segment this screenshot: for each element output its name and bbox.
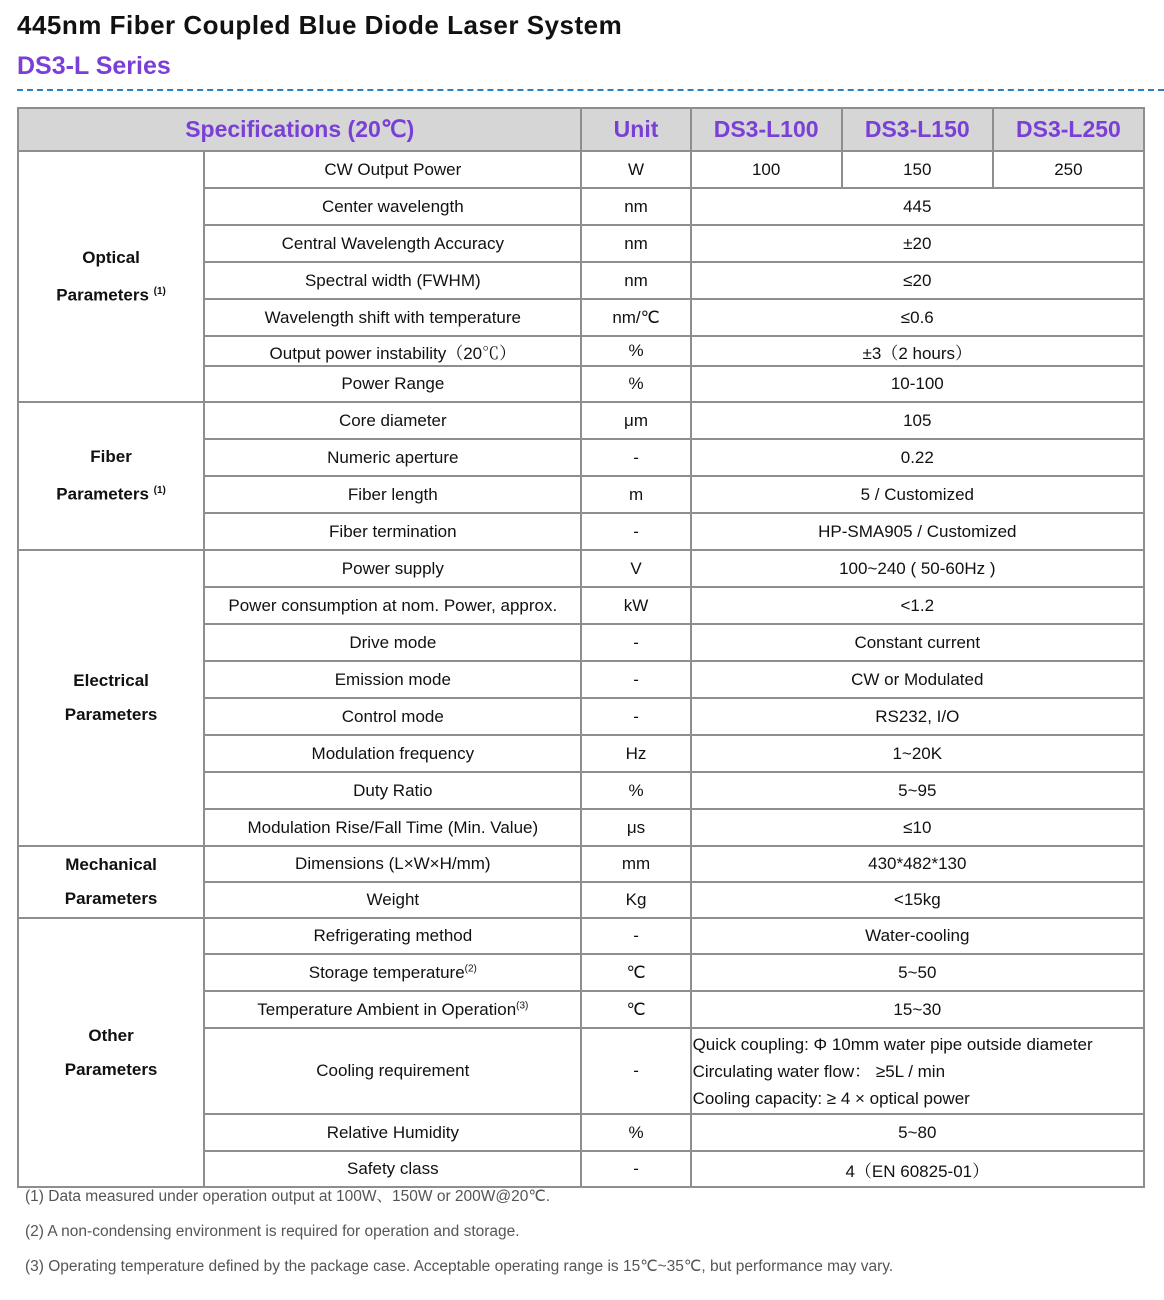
unit-cell: kW (581, 587, 690, 624)
table-row (18, 402, 1144, 439)
table-row (18, 151, 1144, 188)
value-cell: 5~50 (691, 954, 1144, 991)
unit-cell: nm (581, 262, 690, 299)
unit-cell: nm/℃ (581, 299, 690, 336)
value-cell: 100 (691, 151, 842, 188)
value-cell: CW or Modulated (691, 661, 1144, 698)
value-cell: ≤0.6 (691, 299, 1144, 336)
param-cell: Power supply (204, 550, 581, 587)
value-cell: 5 / Customized (691, 476, 1144, 513)
cooling-line: Cooling capacity: ≥ 4 × optical power (692, 1088, 970, 1108)
group-mechanical (18, 846, 204, 918)
value-cell: ≤20 (691, 262, 1144, 299)
unit-cell: % (581, 366, 690, 402)
param-cell: Duty Ratio (204, 772, 581, 809)
param-cell: Modulation frequency (204, 735, 581, 772)
group-label: Other (88, 1025, 134, 1045)
unit-cell: Kg (581, 882, 690, 918)
header-unit: Unit (581, 108, 690, 151)
table-row (18, 550, 1144, 587)
value-cell: 105 (691, 402, 1144, 439)
footnote-marker: (2) (464, 962, 477, 974)
header-model-1: DS3-L100 (691, 108, 842, 151)
table-row (18, 846, 1144, 882)
unit-cell: ℃ (581, 991, 690, 1028)
group-label: Parameters (56, 484, 149, 504)
footnote: (1) Data measured under operation output at 100W、150W or 200W@20℃. (25, 1188, 551, 1205)
param-cell: Emission mode (204, 661, 581, 698)
dashed-divider (17, 89, 1164, 91)
param-cell: Spectral width (FWHM) (204, 262, 581, 299)
group-label: Mechanical (65, 855, 157, 874)
footnote: (3) Operating temperature defined by the package case. Acceptable operating range is 15℃~35℃, but performance may vary. (25, 1258, 894, 1275)
unit-cell: mm (581, 846, 690, 882)
group-label: Parameters (56, 285, 149, 305)
param-cell: Center wavelength (204, 188, 581, 225)
unit-cell: ℃ (581, 954, 690, 991)
param-cell: Weight (204, 882, 581, 918)
footnote: (2) A non-condensing environment is required for operation and storage. (25, 1223, 520, 1240)
param-cell: Control mode (204, 698, 581, 735)
page-title: 445nm Fiber Coupled Blue Diode Laser System (17, 10, 623, 40)
group-label: Parameters (64, 889, 158, 908)
value-cell: <1.2 (691, 587, 1144, 624)
value-cell: 250 (993, 151, 1144, 188)
unit-cell: μm (581, 402, 690, 439)
footnote-marker: (1) (153, 285, 166, 297)
param-cell: Output power instability（20℃） (204, 336, 581, 366)
param-cell: Refrigerating method (204, 918, 581, 954)
param-cell: Safety class (204, 1151, 581, 1187)
value-cell: 15~30 (691, 991, 1144, 1028)
group-label: Optical (82, 247, 140, 267)
unit-cell: - (581, 661, 690, 698)
spec-table (17, 107, 1145, 1188)
value-cell: 5~80 (691, 1114, 1144, 1151)
unit-cell: - (581, 624, 690, 661)
param-cell: Numeric aperture (204, 439, 581, 476)
value-cell: 0.22 (691, 439, 1144, 476)
unit-cell: - (581, 698, 690, 735)
param-cell: Core diameter (204, 402, 581, 439)
header-model-3: DS3-L250 (993, 108, 1144, 151)
param-cell: Modulation Rise/Fall Time (Min. Value) (204, 809, 581, 846)
cooling-line: Quick coupling: Φ 10mm water pipe outside diameter (692, 1034, 1093, 1054)
group-label: Parameters (64, 705, 158, 724)
param-cell: Dimensions (L×W×H/mm) (204, 846, 581, 882)
unit-cell: V (581, 550, 690, 587)
unit-cell: % (581, 772, 690, 809)
series-title: DS3-L Series (17, 52, 171, 80)
param-cell: Storage temperature$^{(2)}$ (204, 954, 581, 991)
value-cell: 5~95 (691, 772, 1144, 809)
value-cell: 4（EN 60825-01） (691, 1151, 1144, 1187)
group-label: Parameters (64, 1059, 158, 1079)
footnotes (25, 1186, 893, 1291)
value-cell: RS232, I/O (691, 698, 1144, 735)
group-optical (18, 151, 204, 402)
unit-cell: nm (581, 188, 690, 225)
unit-cell: W (581, 151, 690, 188)
unit-cell: Hz (581, 735, 690, 772)
param-cell: Temperature Ambient in Operation$^{(3)}$ (204, 991, 581, 1028)
value-cell: 150 (842, 151, 993, 188)
param-cell: CW Output Power (204, 151, 581, 188)
value-cell: ±20 (691, 225, 1144, 262)
cooling-line: Circulating water flow： ≥5L / min (692, 1061, 946, 1081)
param-cell: Drive mode (204, 624, 581, 661)
group-electrical (18, 550, 204, 846)
header-spec: Specifications (20℃) (18, 108, 581, 151)
unit-cell: m (581, 476, 690, 513)
param-cell: Fiber length (204, 476, 581, 513)
group-other (18, 918, 204, 1187)
param-cell: Wavelength shift with temperature (204, 299, 581, 336)
param-cell: Central Wavelength Accuracy (204, 225, 581, 262)
group-fiber (18, 402, 204, 550)
group-label: Electrical (73, 671, 149, 690)
header-model-2: DS3-L150 (842, 108, 993, 151)
unit-cell: - (581, 1151, 690, 1187)
value-cell: ±3（2 hours） (691, 336, 1144, 366)
value-cell: 445 (691, 188, 1144, 225)
value-cell: <15kg (691, 882, 1144, 918)
value-cell: Water-cooling (691, 918, 1144, 954)
group-label: Fiber (90, 447, 132, 467)
unit-cell: - (581, 439, 690, 476)
value-cell: ≤10 (691, 809, 1144, 846)
table-row (18, 918, 1144, 954)
unit-cell: - (581, 513, 690, 550)
value-cell: Constant current (691, 624, 1144, 661)
param-cell: Fiber termination (204, 513, 581, 550)
value-cell (691, 1028, 1144, 1114)
value-cell: 1~20K (691, 735, 1144, 772)
footnote-marker: (1) (153, 485, 166, 497)
unit-cell: % (581, 1114, 690, 1151)
param-cell: Relative Humidity (204, 1114, 581, 1151)
unit-cell: μs (581, 809, 690, 846)
value-cell: 430*482*130 (691, 846, 1144, 882)
value-cell: 100~240 ( 50-60Hz ) (691, 550, 1144, 587)
param-cell: Power Range (204, 366, 581, 402)
table-header-row (18, 108, 1144, 151)
value-cell: 10-100 (691, 366, 1144, 402)
param-cell: Power consumption at nom. Power, approx. (204, 587, 581, 624)
unit-cell: - (581, 1028, 690, 1114)
unit-cell: nm (581, 225, 690, 262)
unit-cell: % (581, 336, 690, 366)
value-cell: HP-SMA905 / Customized (691, 513, 1144, 550)
param-cell: Cooling requirement (204, 1028, 581, 1114)
footnote-marker: (3) (516, 999, 529, 1011)
unit-cell: - (581, 918, 690, 954)
